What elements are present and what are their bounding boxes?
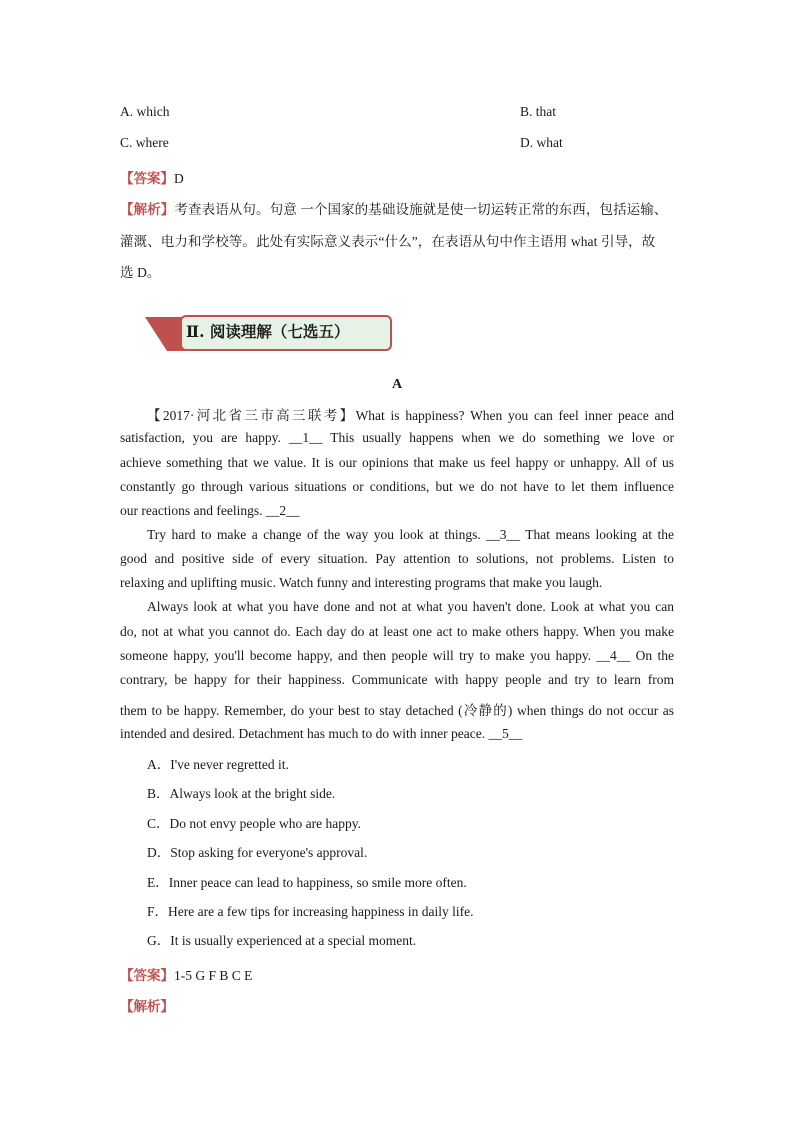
answer-tag: 【答案】 <box>120 171 174 186</box>
passage-heading: A <box>391 377 403 392</box>
passage-line-6: Try hard to make a change of the way you look at things. __3__ That means looking at the <box>147 527 674 542</box>
passage-line-8: relaxing and uplifting music. Watch funny and interesting programs that make you laugh. <box>120 575 603 590</box>
choice-c: C．Do not envy people who are happy. <box>147 816 361 831</box>
choice-e: E．Inner peace can lead to happiness, so smile more often. <box>147 875 467 890</box>
choice-d: D．Stop asking for everyone's approval. <box>147 845 368 860</box>
answer2-value: 1-5 G F B C E <box>174 968 253 983</box>
passage-line-11: someone happy, you'll become happy, and then people will try to make you happy. __4__ On the <box>120 648 674 663</box>
analysis-line-2: 灌溉、电力和学校等。此处有实际意义表示“什么”，在表语从句中作主语用 what 引导，故 <box>120 234 656 249</box>
answer2-row <box>120 964 252 985</box>
passage-line-2: satisfaction, you are happy. __1__ This usually happens when we do something we love or <box>120 430 674 445</box>
analysis-line-1 <box>120 198 667 218</box>
analysis2-row <box>120 995 174 1016</box>
choice-f: F．Here are a few tips for increasing happiness in daily life. <box>147 904 474 919</box>
passage-line-1: 【2017·河北省三市高三联考】What is happiness? When you can feel inner peace and <box>147 408 674 423</box>
passage-line-9: Always look at what you have done and not at what you haven't done. Look at what you can <box>147 599 674 614</box>
passage-line-14: intended and desired. Detachment has much to do with inner peace. __5__ <box>120 726 523 741</box>
choice-b: B．Always look at the bright side. <box>147 786 336 801</box>
passage-line-7: good and positive side of every situation. Pay attention to solutions, not problems. Listen to <box>120 551 674 566</box>
passage-line-3: achieve something that we value. It is our opinions that make us feel happy or unhappy. All of us <box>120 455 674 470</box>
banner-arrow-icon <box>145 313 185 355</box>
passage-line-10: do, not at what you cannot do. Each day do at least one act to make others happy. When you make <box>120 624 674 639</box>
analysis-line-3: 选 D。 <box>120 265 161 280</box>
answer-value: D <box>174 171 184 186</box>
answer2-tag: 【答案】 <box>120 968 174 983</box>
section-title: Ⅱ. 阅读理解（七选五） <box>186 322 350 341</box>
analysis2-tag: 【解析】 <box>120 999 174 1014</box>
passage-line-12: contrary, be happy for their happiness. Communicate with happy people and try to learn from <box>120 672 674 687</box>
choice-a: A．I've never regretted it. <box>147 757 289 772</box>
option-c: C. where <box>120 135 169 150</box>
passage-line-13: them to be happy. Remember, do your best to stay detached (冷静的) when things do not occur as <box>120 703 674 718</box>
analysis-tag: 【解析】 <box>120 202 175 217</box>
passage-line-4: constantly go through various situations or conditions, but we do not have to let them influence <box>120 479 674 494</box>
analysis-text-1: 考查表语从句。句意 一个国家的基础设施就是使一切运转正常的东西，包括运输、 <box>174 202 668 217</box>
choice-g: G．It is usually experienced at a special moment. <box>147 933 417 948</box>
answer-row <box>120 167 184 188</box>
option-b: B. that <box>520 104 556 119</box>
passage-line-5: our reactions and feelings. __2__ <box>120 503 300 518</box>
option-a: A. which <box>120 104 170 119</box>
option-d: D. what <box>520 135 563 150</box>
